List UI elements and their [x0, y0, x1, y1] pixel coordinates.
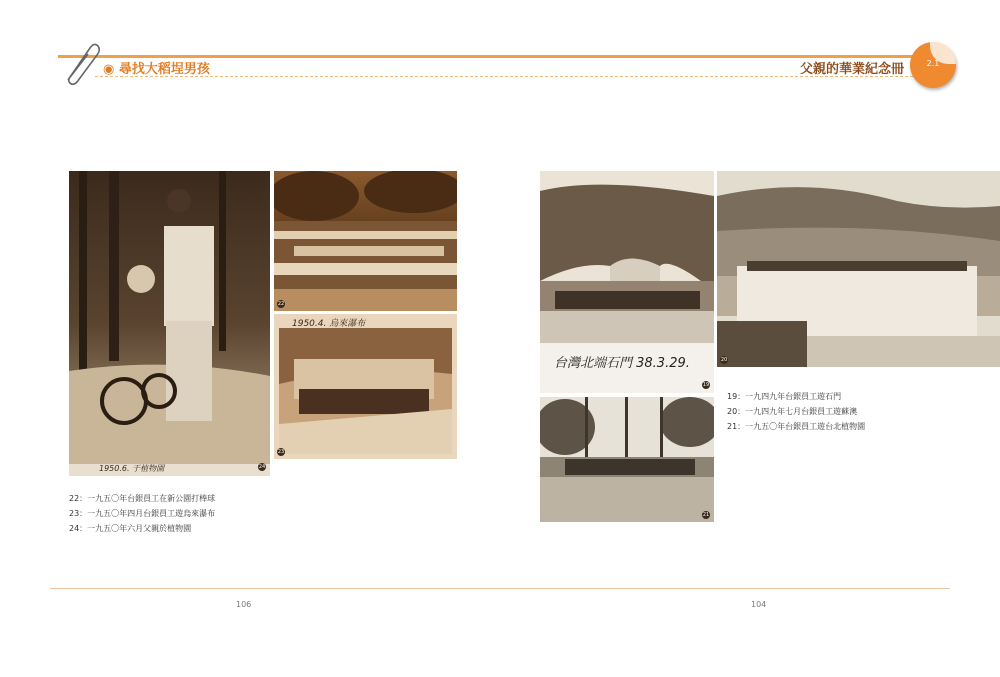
photo-22-baseball-crowd — [274, 171, 457, 311]
photo-23-waterfall-group — [274, 314, 457, 459]
caption-24: 24：一九五〇年六月父親於植物園 — [69, 524, 192, 533]
photo-21-botanical-garden — [540, 397, 714, 522]
caption-23: 23：一九五〇年四月台銀員工遊烏來瀑布 — [69, 509, 216, 518]
page-number-left: 106 — [236, 600, 252, 609]
chapter-number: 2.1 — [926, 59, 940, 68]
caption-21: 21：一九五〇年台銀員工遊台北植物園 — [727, 422, 866, 431]
photo-19-shimen-arch — [540, 171, 714, 393]
photo-23-inscription: 1950.4. 烏來瀑布 — [292, 319, 366, 329]
page-number-right: 104 — [751, 600, 767, 609]
photo-20-suao-group — [717, 171, 1000, 367]
photo-23-number: 23 — [277, 449, 285, 455]
caption-22: 22：一九五〇年台銀員工在新公園打棒球 — [69, 494, 216, 503]
caption-20: 20：一九四九年七月台銀員工遊蘇澳 — [727, 407, 858, 416]
photo-24-number: 24 — [258, 464, 266, 470]
paperclip-icon — [60, 40, 100, 86]
photo-19-inscription: 台灣北端石門 38.3.29. — [554, 356, 690, 371]
captions-left — [69, 491, 215, 536]
chapter-title: 父親的華業紀念冊 — [799, 62, 904, 77]
photo-24-man-with-bicycle — [69, 171, 270, 476]
captions-right — [727, 389, 865, 434]
photo-20-number: 20 — [720, 357, 728, 363]
caption-19: 19：一九四九年台銀員工遊石門 — [727, 392, 842, 401]
footer-rule — [50, 588, 950, 589]
photo-21-number: 21 — [702, 512, 710, 518]
photo-24-inscription: 1950.6. 于植物園 — [99, 464, 165, 473]
photo-19-number: 19 — [702, 382, 710, 388]
photo-22-number: 22 — [277, 301, 285, 307]
section-title: ◉ 尋找大稻埕男孩 — [103, 62, 210, 77]
